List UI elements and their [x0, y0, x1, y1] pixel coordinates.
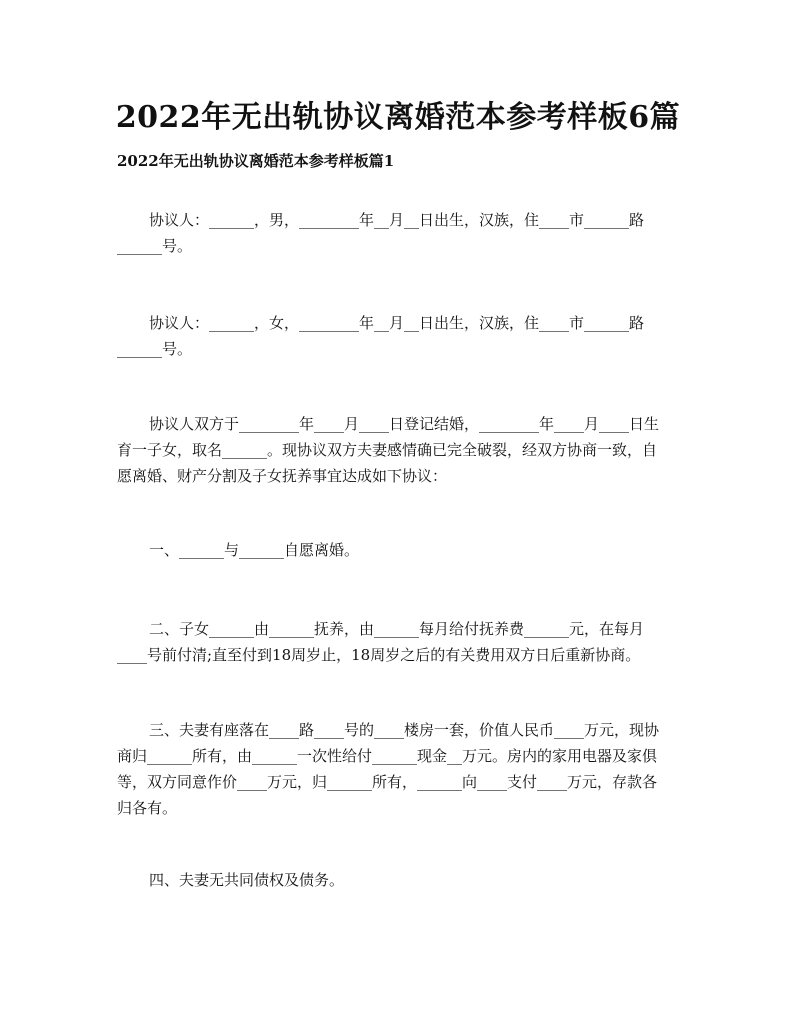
paragraph-line: 四、夫妻无共同债权及债务。 — [149, 871, 345, 889]
paragraph-party-male — [117, 207, 683, 259]
paragraph-line: ____号前付清;直至付到18周岁止，18周岁之后的有关费用双方日后重新协商。 — [117, 646, 641, 664]
document-title: 2022年无出轨协议离婚范本参考样板6篇 — [115, 100, 681, 135]
paragraph-line: 协议人：______，男，________年__月__日出生，汉族，住____市______路 — [149, 211, 645, 229]
paragraph-line: ______号。 — [117, 340, 193, 358]
clause-3 — [117, 717, 683, 821]
paragraph-line: 三、夫妻有座落在____路____号的____楼房一套，价值人民币____万元，现协 — [149, 721, 660, 739]
paragraph-line: 协议人：______，女，________年__月__日出生，汉族，住____市______路 — [149, 314, 645, 332]
clause-4 — [117, 867, 683, 893]
paragraph-line: 愿离婚、财产分割及子女抚养事宜达成如下协议： — [117, 467, 448, 485]
paragraph-line: 一、______与______自愿离婚。 — [149, 541, 360, 559]
paragraph-line: ______号。 — [117, 237, 193, 255]
paragraph-line: 协议人双方于________年____月____日登记结婚，________年____月____日生 — [149, 415, 660, 433]
paragraph-line: 等，双方同意作价____万元，归______所有，______向____支付____万元，存款各 — [117, 773, 658, 791]
paragraph-line: 二、子女______由______抚养，由______每月给付抚养费______元，在每月 — [149, 620, 645, 638]
clause-2 — [117, 616, 683, 668]
paragraph-marriage-info — [117, 411, 683, 489]
paragraph-line: 育一子女，取名______。现协议双方夫妻感情确已完全破裂，经双方协商一致，自 — [117, 441, 658, 459]
paragraph-party-female — [117, 310, 683, 362]
paragraph-line: 商归______所有，由______一次性给付______现金__万元。房内的家用电器及家俱 — [117, 747, 658, 765]
section-heading: 2022年无出轨协议离婚范本参考样板篇1 — [117, 152, 395, 170]
paragraph-line: 归各有。 — [117, 799, 178, 817]
clause-1 — [117, 537, 683, 563]
